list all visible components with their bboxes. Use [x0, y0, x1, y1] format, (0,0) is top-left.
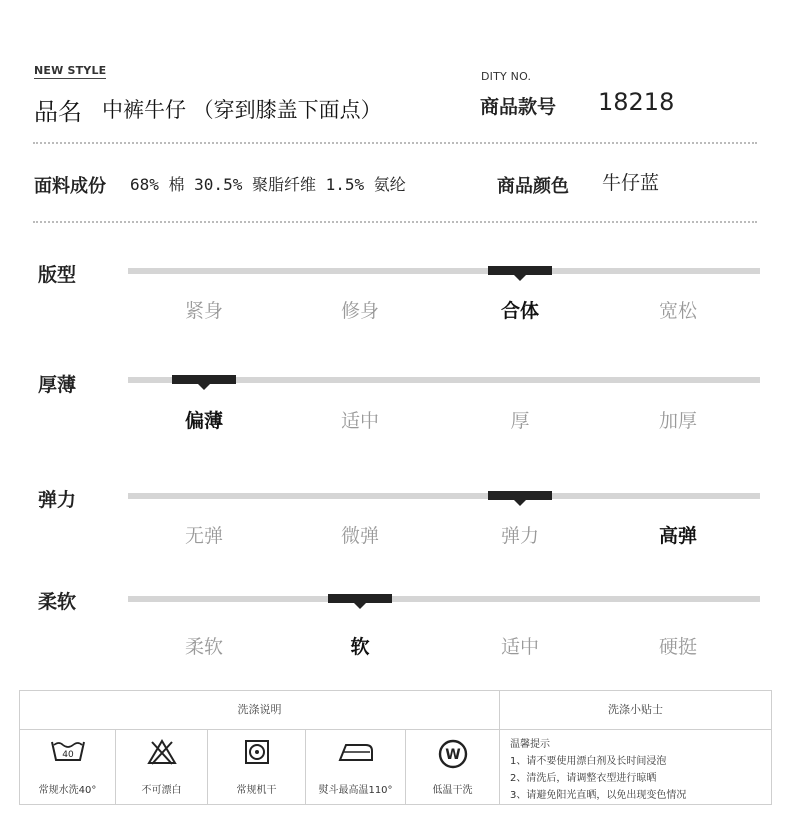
care-label: 熨斗最高温110°	[318, 785, 393, 796]
care-label: 低温干洗	[432, 785, 473, 796]
item-no-label: 商品款号	[480, 96, 557, 118]
fabric-label: 面料成份	[34, 176, 106, 197]
rating-option: 适中	[340, 410, 379, 432]
tip-item: 2、清洗后，请调整衣型进行晾晒	[510, 773, 657, 784]
rating-option: 硬挺	[658, 636, 697, 658]
rating-option: 适中	[500, 636, 539, 658]
care-cell	[306, 730, 406, 804]
rating-marker	[328, 594, 392, 603]
wash-40-icon	[20, 738, 115, 768]
care-table	[19, 690, 772, 805]
tumble-dry-icon	[208, 738, 305, 770]
care-cell	[406, 730, 500, 804]
rating-option: 紧身	[184, 300, 223, 322]
no-bleach-icon	[116, 738, 207, 770]
rating-track	[128, 596, 760, 602]
rating-option: 偏薄	[184, 410, 223, 432]
rating-option: 加厚	[658, 410, 697, 432]
product-name-label: 品名	[34, 98, 82, 126]
product-name-value: 中裤牛仔 （穿到膝盖下面点）	[102, 98, 382, 122]
divider	[33, 142, 757, 144]
care-label: 常规机干	[236, 785, 277, 796]
tips-header: 洗涤小贴士	[500, 691, 771, 730]
rating-option: 弹力	[500, 525, 539, 547]
rating-option: 软	[350, 636, 370, 658]
rating-option: 无弹	[184, 525, 223, 547]
care-cell	[116, 730, 208, 804]
wash-header: 洗涤说明	[20, 691, 500, 730]
rating-option: 修身	[340, 300, 379, 322]
tip-item: 3、请避免阳光直晒，以免出现变色情况	[510, 790, 687, 801]
care-cell	[208, 730, 306, 804]
rating-track	[128, 268, 760, 274]
color-label: 商品颜色	[497, 176, 569, 197]
item-no-value: 18218	[598, 88, 675, 116]
rating-title-thickness: 厚薄	[38, 374, 77, 396]
care-tips	[510, 736, 686, 804]
tips-title: 温馨提示	[510, 739, 550, 750]
brand-tag: NEW STYLE	[34, 64, 107, 77]
color-value: 牛仔蓝	[602, 172, 660, 194]
svg-text:W: W	[444, 747, 461, 763]
care-label: 常规水洗40°	[38, 785, 97, 796]
rating-option: 微弹	[340, 525, 379, 547]
care-label: 不可漂白	[141, 785, 182, 796]
care-cell	[20, 730, 116, 804]
rating-marker	[488, 266, 552, 275]
rating-option: 厚	[510, 410, 530, 432]
rating-title-elasticity: 弹力	[38, 489, 77, 511]
rating-marker	[488, 491, 552, 500]
style-tag: DITY NO.	[481, 70, 532, 83]
iron-icon	[306, 738, 405, 768]
rating-title-softness: 柔软	[38, 591, 77, 613]
dry-clean-icon	[406, 738, 499, 774]
rating-option: 柔软	[184, 636, 223, 658]
rating-title-fit: 版型	[38, 264, 77, 286]
divider	[33, 221, 757, 223]
rating-option: 宽松	[658, 300, 697, 322]
rating-option: 高弹	[658, 525, 697, 547]
rating-option: 合体	[500, 300, 539, 322]
rating-marker	[172, 375, 236, 384]
svg-text:40: 40	[61, 750, 74, 760]
tip-item: 1、请不要使用漂白剂及长时间浸泡	[510, 756, 667, 767]
rating-track	[128, 493, 760, 499]
fabric-value: 68% 棉 30.5% 聚脂纤维 1.5% 氨纶	[130, 175, 406, 194]
